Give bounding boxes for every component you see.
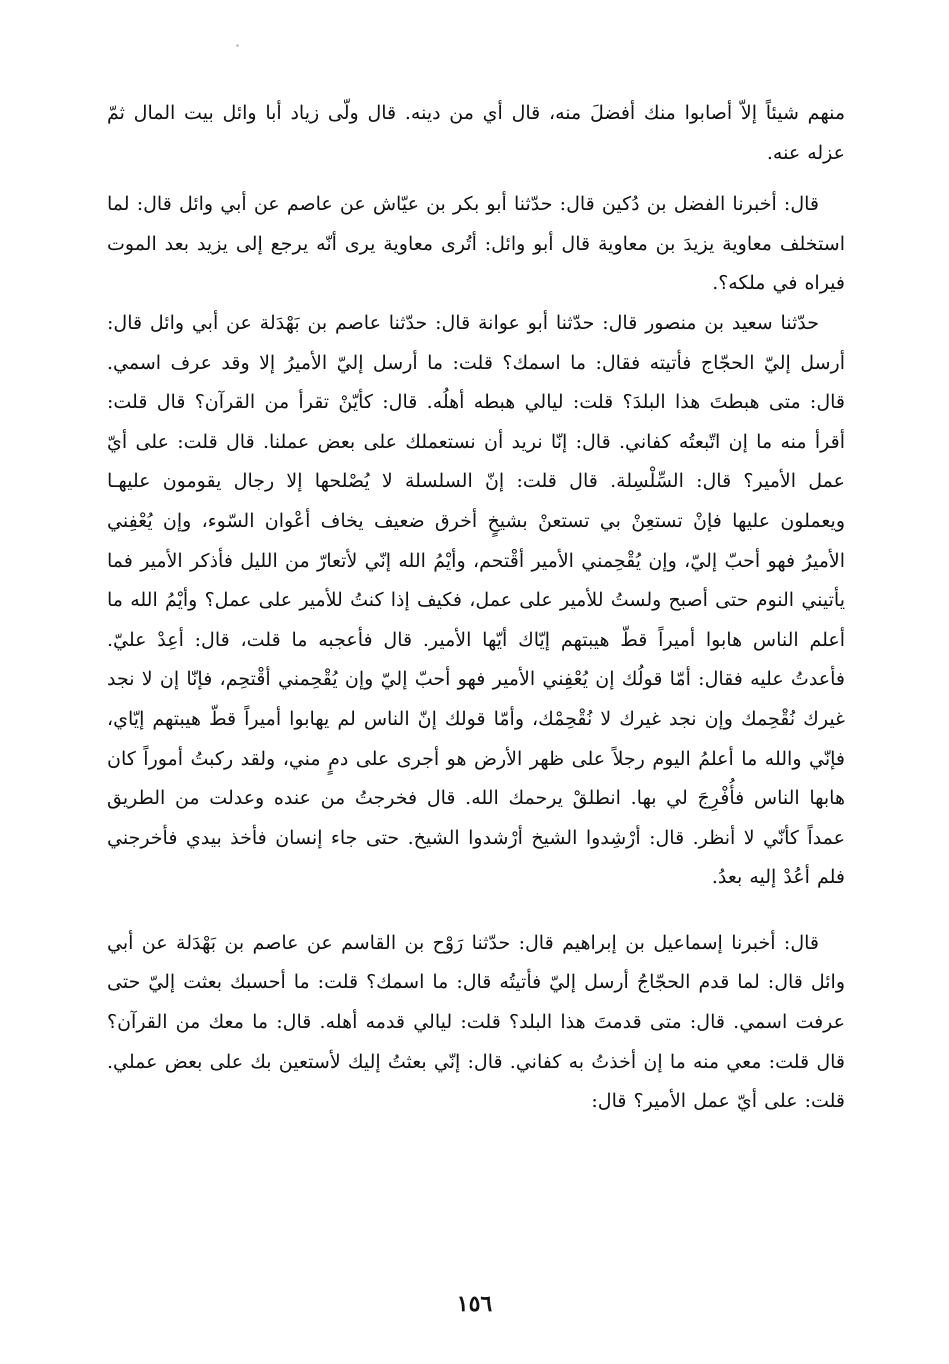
page-number: ١٥٦ xyxy=(456,1291,493,1317)
paragraph-4: قال: أخبرنا إسماعيل بن إبراهيم قال: حدّثنا رَوْح بن القاسم عن عاصم بن بَهْدَلة عن أبي وائل قال: لما قدم الحجّاجُ أرسل إليّ فأتيتُه قال: ما اسمك؟ قلت: ما أحسبك بعثت إليّ حتى عرفت اسمي. قال: متى قدمتَ هذا البلد؟ قلت: ليالي قدمه أهله. قال: ما معك من القرآن؟ قال قلت: معي منه ما إن أخذتُ به كفاني. قال: إنّي بعثتُ إليك لأستعين بك على بعض عملي. قلت: على أيّ عمل الأمير؟ قال: xyxy=(107,931,845,1113)
page-body xyxy=(107,94,845,1122)
paragraph-2: قال: أخبرنا الفضل بن دُكين قال: حدّثنا أبو بكر بن عيّاش عن عاصم عن أبي وائل قال: لما استخلف معاوية يزيدَ بن معاوية قال أبو وائل: أتُرى معاوية يرى أنّه يرجع إلى يزيد بعد الموت فيراه في ملكه؟. xyxy=(107,193,845,295)
paragraph-1: منهم شيئاً إلاّ أصابوا منك أفضلَ منه، قال أي من دينه. قال ولّى زياد أبا وائل بيت المال ثمّ عزله عنه. xyxy=(107,102,845,164)
scan-speck xyxy=(236,44,239,47)
paragraph-3: حدّثنا سعيد بن منصور قال: حدّثنا أبو عوانة قال: حدّثنا عاصم بن بَهْدَلة عن أبي وائل قال: أرسل إليّ الحجّاج فأتيته فقال: ما اسمك؟ قلت: ما أرسل إليّ الأميرُ إلا وقد عرف اسمي. قال: متى هبطتَ هذا البلدَ؟ قلت: ليالي هبطه أهلُه. قال: كأيّنْ تقرأ من القرآن؟ قال قلت: أقرأ منه ما إن اتّبعتُه كفاني. قال: إنّا نريد أن نستعملك على بعض عملنا. قال قلت: على أيّ عمل الأمير؟ قال: السِّلْسِلة. قال قلت: إنّ السلسلة لا يُصْلحها إلا رجال يقومون عليهـا ويعملون عليها فإنْ تستعِنْ بي تستعنْ بشيخٍ أخرق ضعيف يخاف أعْوان السّوء، وإن يُعْفِني الأميرُ فهو أحبّ إليّ، وإن يُقْحِمني الأمير أقْتحم، وأيْمُ الله إنّي لأتعارّ من الليل فأذكر الأمير فما يأتيني النوم حتى أصبح ولستُ للأمير على عمل، فكيف إذا كنتُ للأمير على عمل؟ وأيْمُ الله ما أعلم الناس هابوا أميراً قطّ هيبتهم إيّاك أيّها الأمير. قال فأعجبه ما قلت، قال: أعِدْ عليّ. فأعدتُ عليه فقال: أمّا قولُك إن يُعْفِني الأمير فهو أحبّ إليّ وإن يُقْحِمني أقْتحِم، فإنّا إن لا نجد غيرك نُقْحِمك وإن نجد غيرك لا نُقْحِمْك، وأمّا قولك إنّ الناس لم يهابوا أميراً قطّ هيبتهم إيّاي، فإنّي والله ما أعلمُ اليوم رجلاً على ظهر الأرض هو أجرى على دمٍ مني، ولقد ركبتُ أموراً كان هابها الناس فأُفْرِجَ لي بها. انطلقْ يرحمك الله. قال فخرجتُ من عنده وعدلت من الطريق عمداً كأنّي لا أنظر. قال: أرْشِدوا الشيخ أرْشدوا الشيخ. حتى جاء إنسان فأخذ بيدي فأخرجني فلم أعُدْ إليه بعدُ. xyxy=(107,311,845,889)
